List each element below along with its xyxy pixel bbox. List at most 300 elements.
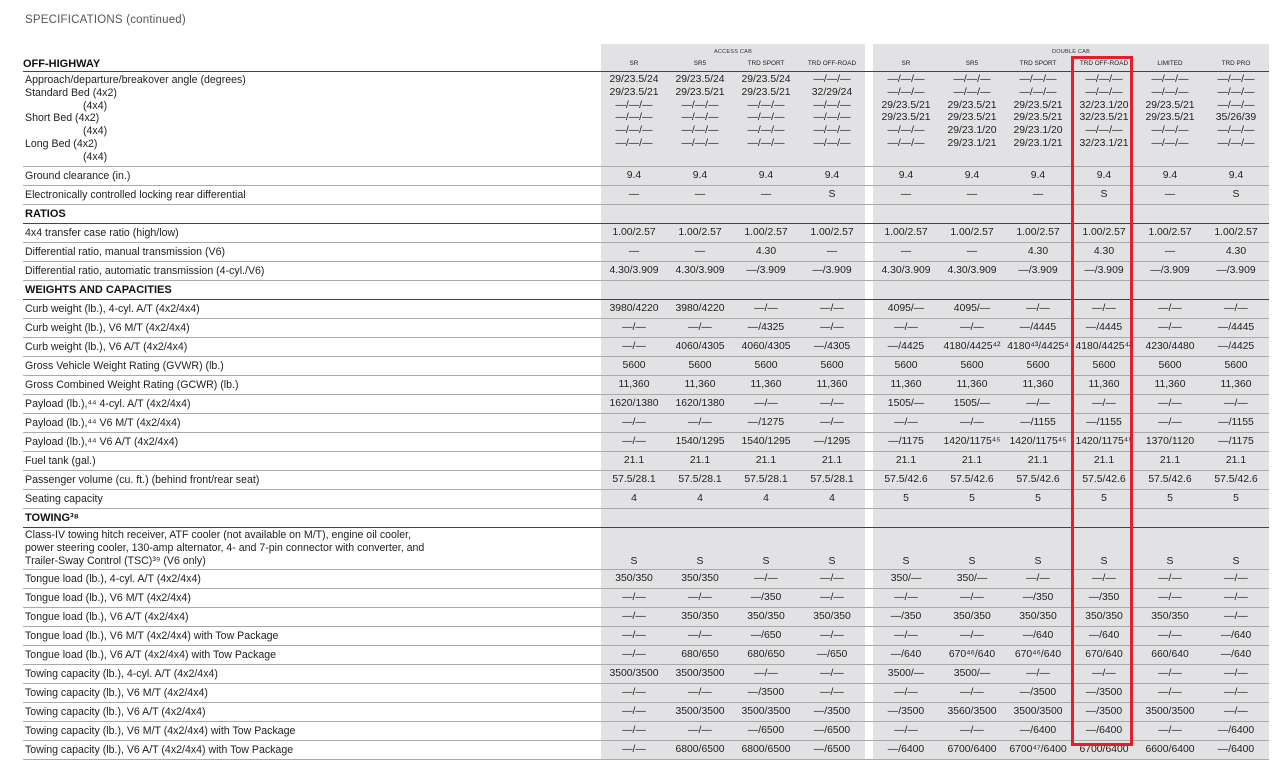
- cell-value: —/—: [799, 413, 865, 432]
- cell-value: [1071, 72, 1137, 167]
- cell-value: —/—: [667, 318, 733, 337]
- cell-value: 3500/3500: [667, 665, 733, 684]
- cell-line: 29/23.5/21: [675, 86, 725, 98]
- cell-value: —: [601, 242, 667, 261]
- cell-value: 11,360: [1005, 375, 1071, 394]
- cell-value: 11,360: [667, 375, 733, 394]
- row-label-line: Approach/departure/breakover angle (degrees): [25, 74, 246, 86]
- cell-value: —/650: [799, 646, 865, 665]
- cell-empty: [1005, 204, 1071, 223]
- trim-header: TRD OFF-ROAD: [799, 55, 865, 72]
- cell-value: 1.00/2.57: [873, 223, 939, 242]
- row-label: 4x4 transfer case ratio (high/low): [23, 223, 601, 242]
- cell-line: —/—/—: [1151, 74, 1189, 85]
- column-gap: [865, 394, 873, 413]
- cell-line: —/—/—: [615, 125, 653, 137]
- cell-value: 350/350: [667, 608, 733, 627]
- cell-empty: [1137, 508, 1203, 527]
- cell-value: —/1155: [1203, 413, 1269, 432]
- cell-value: —/—: [1203, 684, 1269, 703]
- row-label: Towing capacity (lb.), V6 A/T (4x2/4x4): [23, 703, 601, 722]
- cell-value: —/4425: [873, 337, 939, 356]
- cell-value: 6800/6500: [733, 741, 799, 760]
- cell-value: 6700⁴⁷/6400: [1005, 741, 1071, 760]
- cell-value: 21.1: [873, 451, 939, 470]
- cell-value: 9.4: [939, 166, 1005, 185]
- cell-value: 21.1: [733, 451, 799, 470]
- cell-line: 29/23.5/21: [741, 86, 791, 98]
- cell-value: —/3.909: [1137, 261, 1203, 280]
- table-row: [23, 185, 1269, 204]
- table-row: [23, 627, 1269, 646]
- cell-value: 350/350: [799, 608, 865, 627]
- cell-value: —/—: [939, 589, 1005, 608]
- cell-line: 29/23.1/20: [947, 125, 997, 137]
- cell-value: —: [733, 185, 799, 204]
- cell-value: 57.5/42.6: [1005, 470, 1071, 489]
- row-label: Towing capacity (lb.), V6 M/T (4x2/4x4): [23, 684, 601, 703]
- cell-value: —/—: [1203, 665, 1269, 684]
- cell-value: 660/640: [1137, 646, 1203, 665]
- cell-value: 21.1: [667, 451, 733, 470]
- cell-value: —/—: [939, 627, 1005, 646]
- cell-value: —/—: [1203, 394, 1269, 413]
- cell-value: 1620/1380: [667, 394, 733, 413]
- cell-value: 3500/—: [873, 665, 939, 684]
- cell-value: —/—: [1071, 394, 1137, 413]
- cell-value: 21.1: [601, 451, 667, 470]
- cell-value: 21.1: [1005, 451, 1071, 470]
- table-row: [23, 722, 1269, 741]
- cell-value: 9.4: [733, 166, 799, 185]
- cell-empty: [873, 204, 939, 223]
- cell-value: 350/350: [601, 570, 667, 589]
- cell-value: 21.1: [1137, 451, 1203, 470]
- cell-value: 350/—: [939, 570, 1005, 589]
- cell-line: 29/23.1/21: [947, 137, 997, 149]
- column-gap: [865, 223, 873, 242]
- cell-value: —: [601, 185, 667, 204]
- row-label: Gross Vehicle Weight Rating (GVWR) (lb.): [23, 356, 601, 375]
- section-heading: RATIOS: [23, 204, 601, 223]
- cell-value: 4: [733, 489, 799, 508]
- cell-line: 29/23.5/21: [609, 86, 659, 98]
- cell-value: 1420/1175⁴⁵: [939, 432, 1005, 451]
- table-row: [23, 356, 1269, 375]
- column-gap: [865, 72, 873, 167]
- cell-line: 35/26/39: [1215, 112, 1257, 124]
- cell-value: —/—: [873, 413, 939, 432]
- cell-value: 5600: [733, 356, 799, 375]
- cell-value: 350/350: [939, 608, 1005, 627]
- cell-value: —/—: [733, 665, 799, 684]
- cell-value: —/—: [1005, 299, 1071, 318]
- cell-value: S: [873, 527, 939, 570]
- cell-value: —/4445: [1203, 318, 1269, 337]
- cell-value: —/3.909: [799, 261, 865, 280]
- cell-line: —/—/—: [1151, 137, 1189, 149]
- cell-value: —/3.909: [1071, 261, 1137, 280]
- cell-value: 4.30/3.909: [601, 261, 667, 280]
- section-heading-row: [23, 204, 1269, 223]
- cell-empty: [1137, 280, 1203, 299]
- cell-value: —/—: [1137, 722, 1203, 741]
- cell-empty: [799, 508, 865, 527]
- cell-line: 29/23.5/24: [609, 74, 659, 85]
- cell-value: —/4425: [1203, 337, 1269, 356]
- cell-value: [1137, 72, 1203, 167]
- cell-line: 29/23.5/21: [881, 112, 931, 124]
- table-row: [23, 394, 1269, 413]
- cell-empty: [939, 280, 1005, 299]
- cell-empty: [733, 508, 799, 527]
- cell-value: —/—: [799, 627, 865, 646]
- cell-value: 350/350: [1005, 608, 1071, 627]
- cell-value: —/4305: [799, 337, 865, 356]
- cell-value: —/—: [1203, 299, 1269, 318]
- section-heading-off-highway: OFF-HIGHWAY: [23, 55, 601, 72]
- column-gap: [865, 375, 873, 394]
- cell-value: —/4445: [1071, 318, 1137, 337]
- cell-value: 9.4: [1071, 166, 1137, 185]
- column-gap: [865, 337, 873, 356]
- cell-line: —/—/—: [1085, 86, 1123, 98]
- cell-value: 5600: [873, 356, 939, 375]
- cell-value: 5: [873, 489, 939, 508]
- row-label: Fuel tank (gal.): [23, 451, 601, 470]
- cell-value: 5600: [601, 356, 667, 375]
- cell-line: —/—/—: [1217, 74, 1255, 85]
- cell-value: —/—: [873, 684, 939, 703]
- cell-value: —/—: [873, 589, 939, 608]
- column-gap: [865, 185, 873, 204]
- cell-value: 4060/4305: [733, 337, 799, 356]
- cell-value: —/—: [667, 722, 733, 741]
- cell-value: 4: [601, 489, 667, 508]
- cell-value: 5600: [1005, 356, 1071, 375]
- column-gap: [865, 261, 873, 280]
- cell-value: [601, 72, 667, 167]
- cell-value: 5: [1203, 489, 1269, 508]
- column-gap: [865, 684, 873, 703]
- cell-value: S: [667, 527, 733, 570]
- cell-empty: [1005, 280, 1071, 299]
- cell-line: —/—/—: [1217, 137, 1255, 149]
- table-row: [23, 470, 1269, 489]
- cell-value: S: [1137, 527, 1203, 570]
- cell-value: —/—: [1071, 665, 1137, 684]
- cell-line: 29/23.5/21: [1013, 112, 1063, 124]
- cell-value: —/—: [1203, 570, 1269, 589]
- cell-line: —/—/—: [887, 86, 925, 98]
- cell-value: 11,360: [601, 375, 667, 394]
- column-gap: [865, 570, 873, 589]
- cell-value: 1505/—: [939, 394, 1005, 413]
- cell-empty: [601, 204, 667, 223]
- cell-value: —/—: [873, 318, 939, 337]
- cell-value: —/350: [1005, 589, 1071, 608]
- cell-empty: [667, 204, 733, 223]
- row-label: Towing capacity (lb.), 4-cyl. A/T (4x2/4x4): [23, 665, 601, 684]
- cell-value: 6600/6400: [1137, 741, 1203, 760]
- cell-value: —/—: [939, 722, 1005, 741]
- cell-value: —/—: [939, 318, 1005, 337]
- cell-value: 4.30: [1071, 242, 1137, 261]
- cell-value: 21.1: [939, 451, 1005, 470]
- cell-value: 3500/3500: [1137, 703, 1203, 722]
- cell-empty: [601, 280, 667, 299]
- cell-value: 4.30/3.909: [873, 261, 939, 280]
- cell-line: 29/23.1/20: [1013, 125, 1063, 137]
- trim-header: LIMITED: [1137, 55, 1203, 72]
- trim-header: TRD OFF-ROAD: [1071, 55, 1137, 72]
- cell-value: —/6400: [1203, 741, 1269, 760]
- cell-value: —/3.909: [733, 261, 799, 280]
- table-row: [23, 72, 1269, 167]
- table-row: [23, 570, 1269, 589]
- cell-value: S: [799, 185, 865, 204]
- cell-line: —/—/—: [887, 125, 925, 137]
- cell-line: 32/29/24: [811, 86, 853, 98]
- row-label: Tongue load (lb.), V6 A/T (4x2/4x4) with Tow Package: [23, 646, 601, 665]
- cell-value: 6800/6500: [667, 741, 733, 760]
- cell-value: —/—: [733, 570, 799, 589]
- cell-value: 4.30: [1203, 242, 1269, 261]
- column-gap: [865, 356, 873, 375]
- cell-line: —/—/—: [887, 137, 925, 149]
- table-row: [23, 318, 1269, 337]
- table-row: [23, 589, 1269, 608]
- cell-value: 5600: [939, 356, 1005, 375]
- cell-value: 350/350: [733, 608, 799, 627]
- trim-header: SR: [873, 55, 939, 72]
- row-label-line: Standard Bed (4x2): [25, 86, 117, 99]
- cell-value: 5600: [667, 356, 733, 375]
- cell-value: —/—: [1071, 299, 1137, 318]
- section-heading-row: [23, 508, 1269, 527]
- cell-value: [733, 72, 799, 167]
- cell-value: [873, 72, 939, 167]
- cell-value: —/—: [601, 703, 667, 722]
- cell-value: 21.1: [799, 451, 865, 470]
- cell-value: 4180/4425⁴²: [1071, 337, 1137, 356]
- cell-value: 4230/4480: [1137, 337, 1203, 356]
- cell-value: 4: [799, 489, 865, 508]
- row-label: Payload (lb.),⁴⁴ 4-cyl. A/T (4x2/4x4): [23, 394, 601, 413]
- cell-value: 11,360: [939, 375, 1005, 394]
- cell-empty: [1203, 280, 1269, 299]
- cell-line: —/—/—: [813, 112, 851, 124]
- cell-value: —/—: [601, 413, 667, 432]
- cell-line: 32/23.1/21: [1079, 137, 1129, 149]
- cell-value: 4.30: [1005, 242, 1071, 261]
- column-gap: [865, 55, 873, 72]
- cell-value: 9.4: [1137, 166, 1203, 185]
- cell-value: —: [939, 185, 1005, 204]
- cell-value: 21.1: [1203, 451, 1269, 470]
- cell-value: —/3500: [733, 684, 799, 703]
- cell-value: —/—: [733, 299, 799, 318]
- specifications-table: [23, 44, 1269, 760]
- cell-value: [799, 72, 865, 167]
- cell-value: —/—: [601, 646, 667, 665]
- column-gap: [865, 703, 873, 722]
- cell-value: 9.4: [1203, 166, 1269, 185]
- cell-value: —/—: [667, 627, 733, 646]
- cell-value: 1370/1120: [1137, 432, 1203, 451]
- cell-value: —/3.909: [1005, 261, 1071, 280]
- cell-value: —/1175: [873, 432, 939, 451]
- cell-empty: [1137, 204, 1203, 223]
- cell-value: 9.4: [1005, 166, 1071, 185]
- cell-value: 9.4: [873, 166, 939, 185]
- cell-value: 11,360: [799, 375, 865, 394]
- table-row: [23, 299, 1269, 318]
- row-label: Gross Combined Weight Rating (GCWR) (lb.): [23, 375, 601, 394]
- cell-value: —/3500: [1071, 703, 1137, 722]
- cell-line: —/—/—: [1151, 125, 1189, 137]
- column-gap: [865, 646, 873, 665]
- cell-empty: [799, 280, 865, 299]
- cell-value: —/—: [873, 627, 939, 646]
- cell-value: —/—: [1071, 570, 1137, 589]
- row-label: Towing capacity (lb.), V6 M/T (4x2/4x4) with Tow Package: [23, 722, 601, 741]
- table-row: [23, 261, 1269, 280]
- cell-value: 350/350: [667, 570, 733, 589]
- cell-value: —/—: [939, 413, 1005, 432]
- cell-line: —/—/—: [1085, 74, 1123, 85]
- cell-value: 4180/4425⁴²: [939, 337, 1005, 356]
- cell-line: —/—/—: [681, 125, 719, 137]
- cell-value: —/—: [1005, 570, 1071, 589]
- cell-value: 57.5/42.6: [939, 470, 1005, 489]
- cell-value: —: [1005, 185, 1071, 204]
- cell-empty: [667, 280, 733, 299]
- cell-empty: [1203, 204, 1269, 223]
- cell-value: —/3500: [873, 703, 939, 722]
- cell-value: —/—: [873, 722, 939, 741]
- cell-line: 32/23.5/21: [1079, 112, 1129, 124]
- column-gap: [865, 527, 873, 570]
- cell-value: 3500/3500: [1005, 703, 1071, 722]
- column-gap: [865, 166, 873, 185]
- row-label: Tongue load (lb.), 4-cyl. A/T (4x2/4x4): [23, 570, 601, 589]
- row-label: [23, 527, 601, 570]
- column-gap: [865, 451, 873, 470]
- cell-value: 5: [1137, 489, 1203, 508]
- cell-empty: [1005, 508, 1071, 527]
- table-row: [23, 703, 1269, 722]
- cell-value: —/—: [1203, 703, 1269, 722]
- cell-value: —/—: [1137, 318, 1203, 337]
- row-label: Tongue load (lb.), V6 A/T (4x2/4x4): [23, 608, 601, 627]
- trim-header-row: [23, 55, 1269, 72]
- double-cab-group-header: DOUBLE CAB: [873, 44, 1269, 55]
- cell-line: —/—/—: [1151, 86, 1189, 98]
- cell-line: —/—/—: [747, 137, 785, 149]
- cell-value: 670/640: [1071, 646, 1137, 665]
- cell-value: —/1295: [799, 432, 865, 451]
- cell-value: 11,360: [1071, 375, 1137, 394]
- section-heading-row: [23, 280, 1269, 299]
- cell-value: 350/—: [873, 570, 939, 589]
- cell-line: 29/23.5/21: [1145, 99, 1195, 111]
- cab-group-header-row: [23, 44, 1269, 55]
- cell-value: —/—: [1137, 413, 1203, 432]
- cell-value: 1420/1175⁴⁵: [1071, 432, 1137, 451]
- table-row: [23, 337, 1269, 356]
- row-label: [23, 72, 601, 167]
- cell-value: —/640: [1203, 646, 1269, 665]
- cell-line: —/—/—: [615, 99, 653, 111]
- cell-value: —/—: [799, 394, 865, 413]
- cell-value: —/3500: [1071, 684, 1137, 703]
- cell-value: 1.00/2.57: [733, 223, 799, 242]
- row-label: Electronically controlled locking rear differential: [23, 185, 601, 204]
- cell-line: —/—/—: [887, 74, 925, 85]
- cell-value: —/6500: [733, 722, 799, 741]
- cell-line: —/—/—: [953, 86, 991, 98]
- cell-value: S: [939, 527, 1005, 570]
- cell-value: 3560/3500: [939, 703, 1005, 722]
- cell-value: —/—: [733, 394, 799, 413]
- cell-value: —: [667, 242, 733, 261]
- cell-value: —/—: [601, 432, 667, 451]
- cell-line: 29/23.5/21: [1013, 99, 1063, 111]
- cell-empty: [733, 204, 799, 223]
- cell-value: 5600: [1071, 356, 1137, 375]
- column-gap: [865, 470, 873, 489]
- cell-value: 4095/—: [939, 299, 1005, 318]
- cell-value: —/—: [667, 684, 733, 703]
- cell-value: —/—: [799, 589, 865, 608]
- cell-value: [1005, 72, 1071, 167]
- cell-value: —/6400: [1005, 722, 1071, 741]
- row-label: Ground clearance (in.): [23, 166, 601, 185]
- cell-value: —/6500: [799, 722, 865, 741]
- cell-value: —: [799, 242, 865, 261]
- cell-value: 4.30/3.909: [667, 261, 733, 280]
- cell-value: —/640: [873, 646, 939, 665]
- cell-value: 4180⁴³/4425⁴: [1005, 337, 1071, 356]
- cell-value: —: [873, 242, 939, 261]
- cell-line: 29/23.5/21: [881, 99, 931, 111]
- table-row: [23, 432, 1269, 451]
- cell-value: 57.5/42.6: [1203, 470, 1269, 489]
- column-gap: [865, 589, 873, 608]
- cell-line: 29/23.1/21: [1013, 137, 1063, 149]
- cell-value: S: [799, 527, 865, 570]
- table-row: [23, 646, 1269, 665]
- cell-value: —/—: [667, 589, 733, 608]
- column-gap: [865, 318, 873, 337]
- cell-line: —/—/—: [1019, 74, 1057, 85]
- cell-empty: [1071, 280, 1137, 299]
- cell-value: —: [873, 185, 939, 204]
- cell-value: —/4445: [1005, 318, 1071, 337]
- table-row: [23, 242, 1269, 261]
- cell-value: 350/350: [1071, 608, 1137, 627]
- cell-value: 1540/1295: [733, 432, 799, 451]
- cell-value: —/1175: [1203, 432, 1269, 451]
- cell-value: —: [667, 185, 733, 204]
- cell-value: S: [1203, 527, 1269, 570]
- cell-empty: [1071, 508, 1137, 527]
- cell-value: 1620/1380: [601, 394, 667, 413]
- row-label: Differential ratio, automatic transmission (4-cyl./V6): [23, 261, 601, 280]
- cell-value: 1.00/2.57: [799, 223, 865, 242]
- cell-value: 1505/—: [873, 394, 939, 413]
